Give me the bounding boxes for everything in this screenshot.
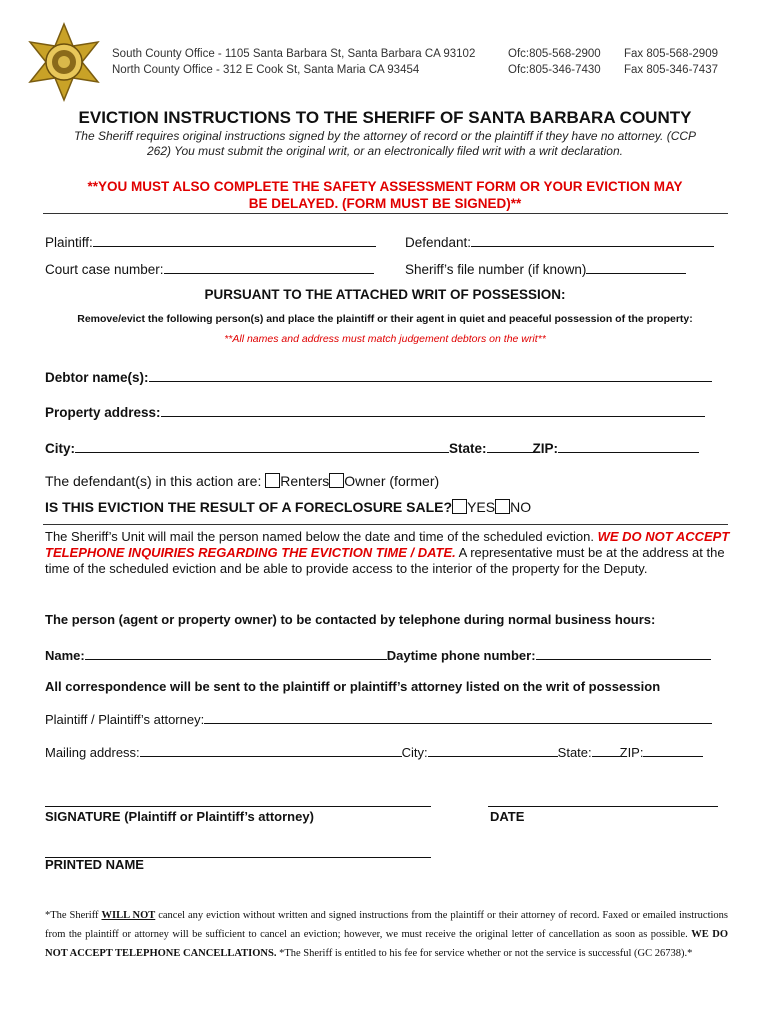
owner-label: Owner (former) [344, 473, 440, 489]
mail-notice-text: The Sheriff’s Unit will mail the person named below the date and time of the scheduled eviction. [45, 529, 594, 544]
zip-label: ZIP: [532, 441, 559, 456]
owner-checkbox[interactable] [329, 473, 344, 488]
contact-name-label: Name: [45, 648, 85, 663]
sheriff-file-label: Sheriff’s file number (if known) [405, 262, 587, 277]
plaintiff-field[interactable] [93, 233, 376, 247]
yes-checkbox[interactable] [452, 499, 467, 514]
warning-line-1: **YOU MUST ALSO COMPLETE THE SAFETY ASSESSMENT FORM OR YOUR EVICTION MAY [87, 179, 683, 194]
foreclosure-question: IS THIS EVICTION THE RESULT OF A FORECLOSURE SALE? [45, 499, 453, 515]
page-title: EVICTION INSTRUCTIONS TO THE SHERIFF OF SANTA BARBARA COUNTY [78, 108, 692, 127]
footer-no-phone-cancellations: WE DO NOT ACCEPT TELEPHONE CANCELLATIONS. [45, 929, 728, 959]
no-label: NO [510, 499, 532, 515]
city-field[interactable] [75, 439, 449, 453]
signature-line[interactable] [45, 806, 431, 807]
printed-name-label: PRINTED NAME [45, 857, 144, 872]
footer-text-3: *The Sheriff is entitled to his fee for service whether or not the service is successful (GC 26738).* [276, 948, 693, 959]
mailing-zip-field[interactable] [643, 743, 703, 757]
property-field[interactable] [161, 403, 705, 417]
state-label: State: [449, 441, 487, 456]
divider [43, 524, 728, 525]
mail-notice-representative: A representative must be at the address at the time of the scheduled eviction and be able to provide access to the interior of the property for the Deputy. [45, 545, 725, 576]
mail-notice-warning: WE DO NOT ACCEPT TELEPHONE INQUIRIES REGARDING THE EVICTION TIME / DATE. [45, 529, 730, 560]
state-field[interactable] [487, 439, 533, 453]
plaintiff-label: Plaintiff: [45, 235, 93, 250]
mailing-state-label: State: [557, 745, 592, 760]
sheriff-badge-logo [24, 22, 104, 102]
mail-notice [45, 529, 735, 577]
footer-text-1: *The Sheriff [45, 910, 102, 921]
defendant-label: Defendant: [405, 235, 472, 250]
yes-label: YES [467, 499, 496, 515]
sheriff-file-field[interactable] [586, 260, 686, 274]
attorney-label: Plaintiff / Plaintiff’s attorney: [45, 712, 205, 727]
subtitle-line-1: The Sheriff requires original instructions signed by the attorney of record or the plaintiff if they have no attorney. (CCP [73, 129, 697, 143]
attorney-field[interactable] [204, 710, 712, 724]
mailing-address-field[interactable] [140, 743, 402, 757]
north-office-fax: Fax 805-346-7437 [624, 64, 718, 76]
defendant-field[interactable] [471, 233, 714, 247]
city-label: City: [45, 441, 75, 456]
mailing-address-label: Mailing address: [45, 745, 140, 760]
property-label: Property address: [45, 405, 161, 420]
south-office-phone: Ofc:805-568-2900 [508, 48, 601, 60]
debtor-field[interactable] [149, 368, 712, 382]
zip-field[interactable] [558, 439, 699, 453]
daytime-phone-label: Daytime phone number: [386, 648, 536, 663]
divider [43, 213, 728, 214]
footer-will-not: WILL NOT [101, 910, 156, 921]
mailing-state-field[interactable] [592, 743, 620, 757]
renters-label: Renters [280, 473, 330, 489]
names-match-note: **All names and address must match judgement debtors on the writ** [224, 333, 546, 345]
mailing-city-field[interactable] [428, 743, 558, 757]
defendants-are-label: The defendant(s) in this action are: [45, 473, 262, 489]
renters-checkbox[interactable] [265, 473, 280, 488]
pursuant-heading: PURSUANT TO THE ATTACHED WRIT OF POSSESSION: [204, 287, 566, 302]
north-office-phone: Ofc:805-346-7430 [508, 64, 601, 76]
no-checkbox[interactable] [495, 499, 510, 514]
contact-name-field[interactable] [85, 646, 387, 660]
north-office-address: North County Office - 312 E Cook St, Santa Maria CA 93454 [112, 64, 420, 76]
signature-label: SIGNATURE (Plaintiff or Plaintiff’s attorney) [45, 809, 314, 824]
daytime-phone-field[interactable] [536, 646, 711, 660]
correspondence-note: All correspondence will be sent to the plaintiff or plaintiff’s attorney listed on the writ of possession [45, 679, 661, 694]
court-case-field[interactable] [164, 260, 374, 274]
south-office-fax: Fax 805-568-2909 [624, 48, 718, 60]
mailing-city-label: City: [401, 745, 428, 760]
date-line[interactable] [488, 806, 718, 807]
remove-instruction: Remove/evict the following person(s) and place the plaintiff or their agent in quiet and peaceful possession of the property: [77, 313, 693, 325]
subtitle-line-2: 262) You must submit the original writ, or an electronically filed writ with a writ declaration. [147, 144, 623, 158]
footer-notice [45, 906, 728, 963]
mailing-zip-label: ZIP: [619, 745, 644, 760]
contact-heading: The person (agent or property owner) to be contacted by telephone during normal business hours: [45, 612, 656, 627]
warning-line-2: BE DELAYED. (FORM MUST BE SIGNED)** [248, 196, 522, 211]
date-label: DATE [490, 809, 525, 824]
court-case-label: Court case number: [45, 262, 164, 277]
footer-text-2: cancel any eviction without written and signed instructions from the plaintiff or their attorney of record. Faxed or emailed instructions from the plaintiff or attorney will be sufficient to cancel an eviction; however, we must receive the original letter of cancellation as soon as possible. [45, 910, 728, 940]
debtor-label: Debtor name(s): [45, 370, 149, 385]
south-office-address: South County Office - 1105 Santa Barbara St, Santa Barbara CA 93102 [112, 48, 476, 60]
